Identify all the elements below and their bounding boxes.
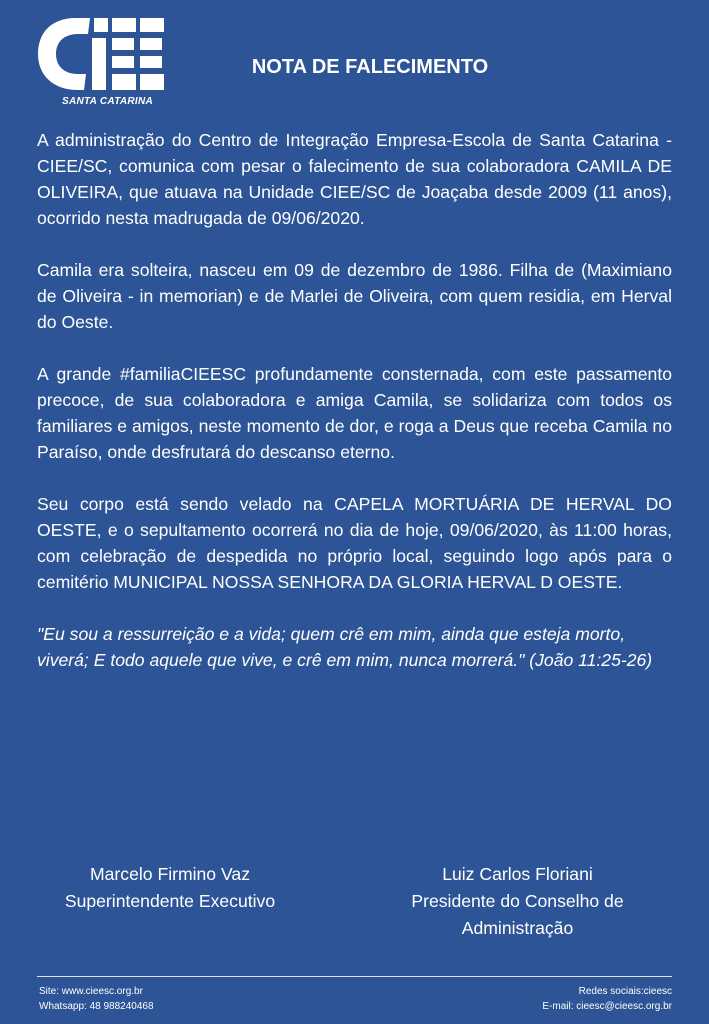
- footer-divider: [37, 976, 672, 977]
- footer-contact-left: [39, 984, 154, 1014]
- signature-left: [20, 861, 320, 915]
- paragraph-1: A administração do Centro de Integração Empresa-Escola de Santa Catarina - CIEE/SC, comunica com pesar o falecimento de sua colaboradora CAMILA DE OLIVEIRA, que atuava na Unidade CIEE/SC de Joaçaba desde 2009 (11 anos), ocorrido nesta madrugada de 09/06/2020.: [37, 130, 672, 228]
- signature-left-name: Marcelo Firmino Vaz: [89, 864, 250, 884]
- logo-subtitle: SANTA CATARINA: [62, 96, 154, 107]
- signature-right-name: Luiz Carlos Floriani: [442, 864, 593, 884]
- ciee-logo: [36, 14, 166, 110]
- notice-body: [37, 127, 672, 699]
- footer-site: Site: www.cieesc.org.br: [39, 986, 143, 997]
- paragraph-2: Camila era solteira, nasceu em 09 de dezembro de 1986. Filha de (Maximiano de Oliveira - in memorian) e de Marlei de Oliveira, com quem residia, em Herval do Oeste.: [37, 260, 672, 332]
- signature-left-role: Superintendente Executivo: [64, 891, 276, 911]
- footer-email: E-mail: cieesc@ciеesc.org.br: [542, 1001, 672, 1012]
- signature-right: [365, 861, 670, 942]
- paragraph-4: Seu corpo está sendo velado na CAPELA MORTUÁRIA DE HERVAL DO OESTE, e o sepultamento ocorrerá no dia de hoje, 09/06/2020, às 11:00 horas, com celebração de despedida no próprio local, seguindo logo após para o cemitério MUNICIPAL NOSSA SENHORA DA GLORIA HERVAL D OESTE.: [37, 494, 672, 592]
- signature-right-role-line1: Presidente do Conselho de: [411, 891, 624, 911]
- footer-contact-right: [542, 984, 672, 1014]
- page-title: NOTA DE FALECIMENTO: [251, 56, 489, 78]
- bible-quote: "Eu sou a ressurreição e a vida; quem crê em mim, ainda que esteja morto, viverá; E todo aquele que vive, e crê em mim, nunca morrerá." (João 11:25-26): [37, 624, 653, 670]
- footer-social: Redes sociais:cieesc: [578, 986, 672, 997]
- ciee-logo-icon: [36, 14, 166, 94]
- footer-whatsapp: Whatsapp: 48 988240468: [39, 1001, 154, 1012]
- paragraph-3: A grande #familiaCIEESC profundamente consternada, com este passamento precoce, de sua colaboradora e amiga Camila, se solidariza com todos os familiares e amigos, neste momento de dor, e roga a Deus que receba Camila no Paraíso, onde desfrutará do descanso eterno.: [37, 364, 672, 462]
- signature-right-role-line2: Administração: [461, 918, 574, 938]
